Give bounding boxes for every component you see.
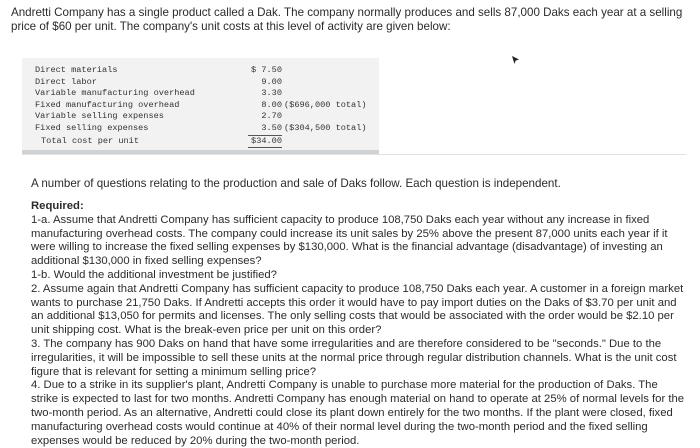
unit-cost-table bbox=[35, 65, 367, 148]
cost-amount: 8.00 bbox=[261, 99, 282, 110]
question-2: 2. Assume again that Andretti Company has sufficient capacity to produce 108,750 Daks each year. A customer in a foreign market wants to purchase 21,750 Daks. If Andretti accepts this order it would have to pay import duties on the Daks of $3.70 per unit and an additional $13,050 for permits and licenses. The only selling costs that would be associated with the order would be $2.10 per unit shipping cost. What is the break-even price per unit on this order? bbox=[31, 282, 684, 337]
cost-row bbox=[35, 123, 367, 135]
question-1a: 1-a. Assume that Andretti Company has sufficient capacity to produce 108,750 Daks each year without any increase in fixed manufacturing overhead costs. The company could increase its unit sales by 25% above the present 87,000 units each year if it were willing to increase the fixed selling expenses by $130,000. What is the financial advantage (disadvantage) of investing an additional $130,000 in fixed selling expenses? bbox=[31, 213, 668, 268]
cost-row bbox=[35, 111, 367, 123]
cost-row bbox=[35, 100, 367, 112]
cost-amount: $ 7.50 bbox=[251, 65, 282, 75]
cost-note bbox=[282, 77, 367, 89]
unit-cost-table-box bbox=[22, 58, 379, 154]
cost-label: Fixed manufacturing overhead bbox=[35, 99, 180, 110]
required-heading: Required: bbox=[31, 200, 84, 212]
question-4: 4. Due to a strike in its supplier's plant, Andretti Company is unable to purchase more material for the production of Daks. The strike is expected to last for two months. Andretti Company has enough material on hand to operate at 25% of normal levels for the two-month period. As an alternative, Andretti could close its plant down entirely for the two months. If the plant were closed, fixed manufacturing overhead costs would continue at 40% of their normal level during the two-month period and the fixed selling expenses would be reduced by 20% during the two-month period. bbox=[31, 379, 685, 447]
cost-note: ($696,000 total) bbox=[284, 99, 367, 110]
cost-label: Variable manufacturing overhead bbox=[35, 88, 195, 99]
questions-intro: A number of questions relating to the production and sale of Daks follow. Each question is independent. bbox=[31, 177, 561, 190]
cost-note bbox=[282, 88, 367, 100]
cost-row bbox=[35, 77, 367, 89]
cost-note bbox=[282, 111, 367, 123]
cost-note: ($304,500 total) bbox=[284, 123, 367, 134]
cost-total-row bbox=[35, 135, 367, 148]
section-divider bbox=[22, 154, 686, 155]
problem-intro: Andretti Company has a single product called a Dak. The company normally produces and sells 87,000 Daks each year at a selling price of $60 per unit. The company's unit costs at this level of activity are given below: bbox=[11, 6, 683, 33]
required-section bbox=[31, 200, 686, 448]
question-1b: 1-b. Would the additional investment be justified? bbox=[31, 268, 277, 281]
cost-amount: 3.50 bbox=[261, 122, 282, 133]
cost-row bbox=[35, 65, 367, 77]
cost-label: Fixed selling expenses bbox=[35, 123, 149, 134]
cost-amount: 2.70 bbox=[261, 111, 282, 122]
mouse-pointer-icon bbox=[510, 55, 520, 65]
cost-label: Direct labor bbox=[35, 76, 97, 87]
cost-label: Variable selling expenses bbox=[35, 111, 164, 122]
question-3: 3. The company has 900 Daks on hand that have some irregularities and are therefore considered to be "seconds." Due to the irregularities, it will be impossible to sell these units at the normal price through regular distribution channels. What is the unit cost figure that is relevant for setting a minimum selling price? bbox=[31, 337, 677, 378]
cost-amount: 9.00 bbox=[261, 76, 282, 87]
cost-label: Direct materials bbox=[35, 65, 118, 75]
cost-note bbox=[282, 65, 367, 77]
total-amount: $34.00 bbox=[248, 135, 282, 148]
total-label: Total cost per unit bbox=[41, 135, 139, 146]
cost-row bbox=[35, 88, 367, 100]
cost-amount: 3.30 bbox=[261, 88, 282, 99]
